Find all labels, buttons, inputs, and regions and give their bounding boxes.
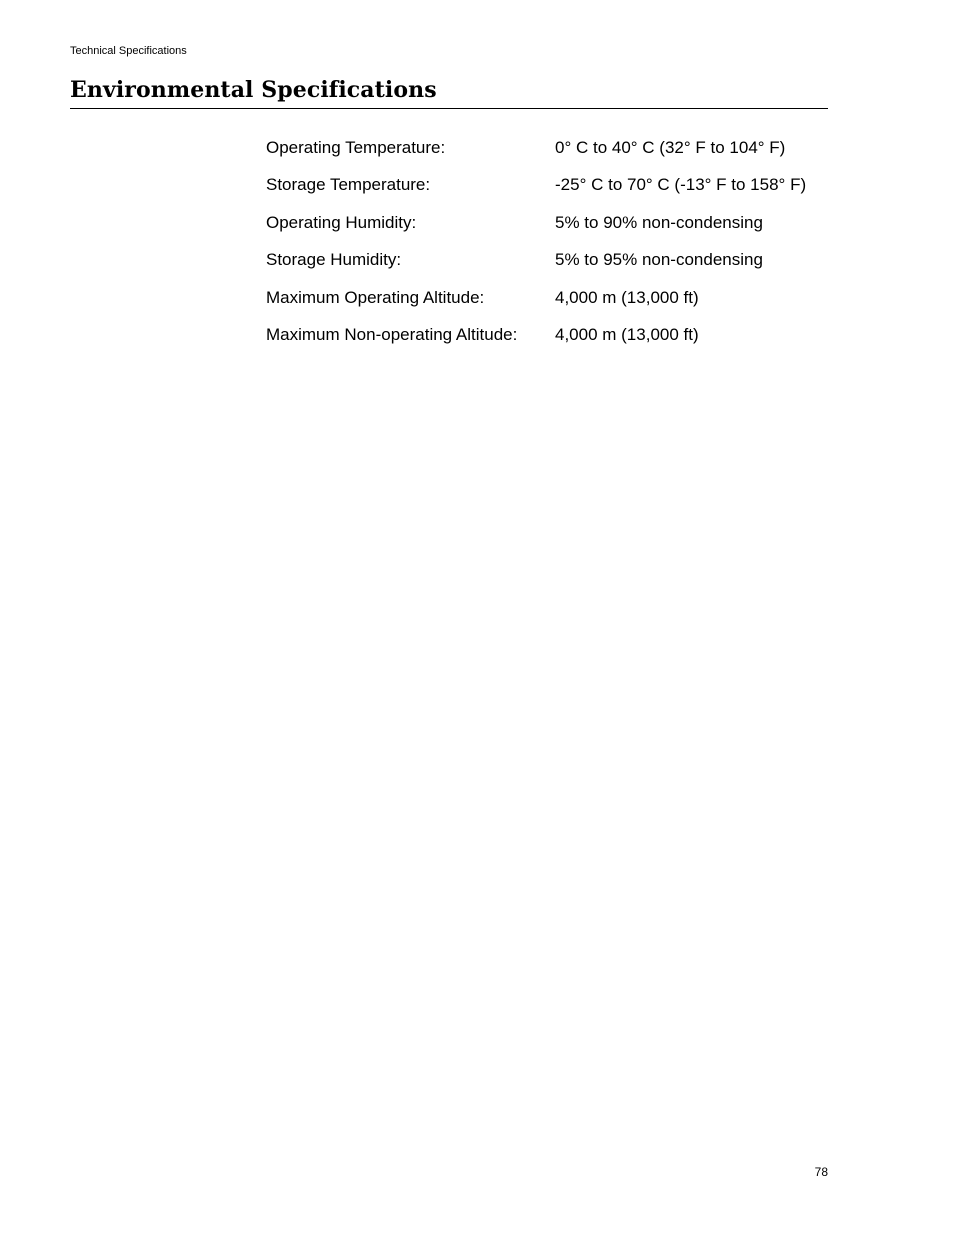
spec-row-storage-temperature	[266, 167, 806, 205]
spec-row-operating-temperature	[266, 129, 806, 167]
spec-row-operating-humidity	[266, 204, 806, 242]
page-number: 78	[814, 1165, 828, 1179]
spec-label: Operating Humidity:	[266, 212, 417, 232]
spec-row-storage-humidity	[266, 242, 806, 280]
spec-row-max-non-operating-altitude	[266, 317, 806, 355]
spec-value: 0° C to 40° C (32° F to 104° F)	[555, 137, 786, 157]
spec-value: 5% to 90% non-condensing	[555, 212, 763, 232]
spec-row-max-operating-altitude	[266, 279, 806, 317]
spec-label: Maximum Non-operating Altitude:	[266, 325, 518, 345]
spec-value: -25° C to 70° C (-13° F to 158° F)	[555, 175, 807, 195]
section-title: Environmental Specifications	[70, 76, 828, 109]
spec-value: 4,000 m (13,000 ft)	[555, 325, 699, 345]
spec-value: 5% to 95% non-condensing	[555, 250, 763, 270]
environmental-specs-table	[266, 129, 806, 354]
spec-label: Storage Temperature:	[266, 175, 431, 195]
spec-value: 4,000 m (13,000 ft)	[555, 287, 699, 307]
spec-label: Operating Temperature:	[266, 137, 446, 157]
spec-label: Storage Humidity:	[266, 250, 402, 270]
spec-label: Maximum Operating Altitude:	[266, 287, 485, 307]
running-header: Technical Specifications	[70, 45, 187, 57]
